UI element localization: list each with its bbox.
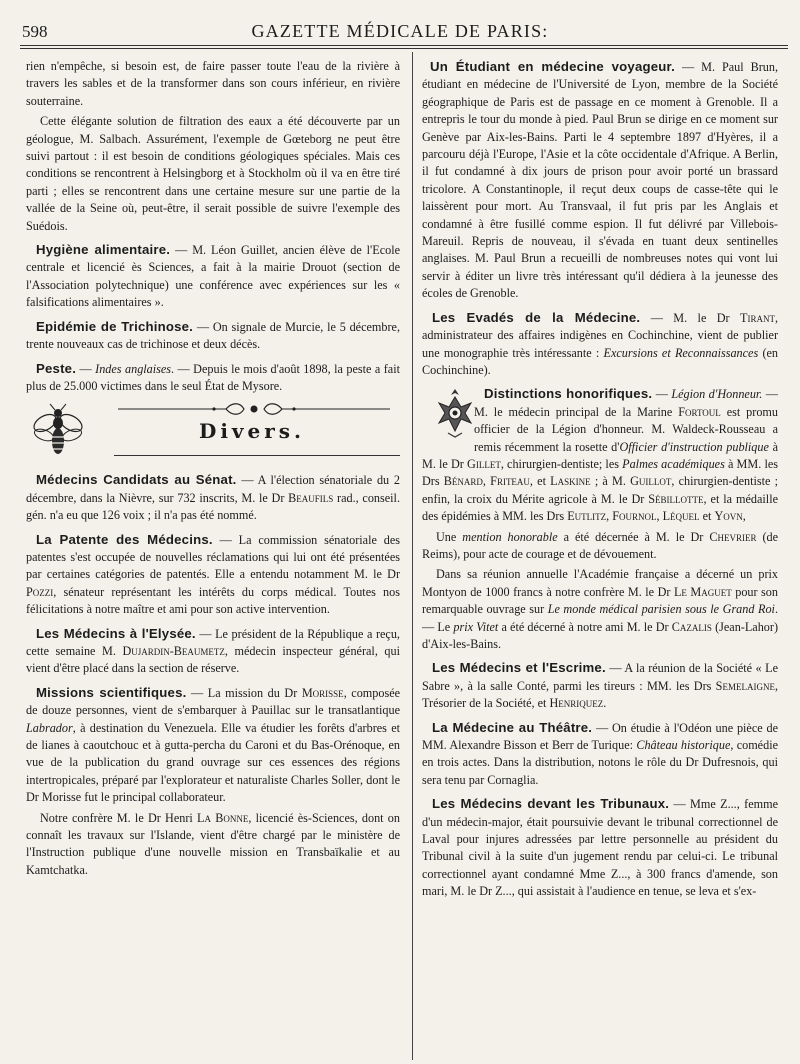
article-tribunaux	[422, 795, 778, 900]
paragraph-mention	[422, 529, 778, 564]
page-header	[0, 0, 800, 48]
paragraph-labonne	[26, 810, 400, 880]
article-text: et	[699, 509, 715, 524]
article-text: — On étudie à l'Odéon une pièce de MM. Alexandre Bisson et Berr de Turique:	[422, 720, 778, 753]
person-name: Chevrier	[709, 529, 757, 544]
book-title: Excursions et Reconnaissances	[603, 345, 759, 360]
person-name: Tirant	[740, 310, 775, 325]
article-patente	[26, 531, 400, 619]
article-heading: Médecins Candidats au Sénat.	[36, 472, 237, 488]
left-column	[26, 58, 400, 882]
article-senat	[26, 471, 400, 524]
article-text: , chirurgien-dentiste ; enfin, la croix du Mérite agricole à M. le Dr	[422, 474, 778, 506]
page-number: 598	[22, 22, 48, 41]
article-heading: Hygiène alimentaire.	[36, 242, 171, 258]
article-heading: Missions scientifiques.	[36, 684, 187, 700]
article-text: , Trésorier de la Société, et	[422, 678, 778, 711]
article-heading: La Médecine au Théâtre.	[432, 719, 593, 735]
person-name: Cazalis	[671, 619, 712, 634]
ship-name: Labrador	[26, 720, 73, 735]
paragraph: rien n'empêche, si besoin est, de faire passer toute l'eau de la rivière à travers les sables et de la transformer dans son cours inférieur, en rivière souterraine.	[26, 59, 400, 108]
book-title: Le monde médical parisien sous le Grand Roi	[547, 602, 775, 617]
article-text: — A la réunion de la Société « Le Sabre », à la salle Conté, parmi les tireurs : MM. les Drs	[422, 661, 778, 693]
article-text: .	[603, 696, 607, 711]
article-text: (Jean-Lahor) d'Aix-les-Bains.	[422, 619, 779, 651]
award-name: prix Vitet	[453, 619, 499, 634]
play-title: Château historique	[636, 738, 731, 753]
article-escrime	[422, 659, 778, 712]
article-text: — A l'élection sénatoriale du 2 décembre, dans la Nièvre, sur 732 inscrits, M. le Dr	[26, 473, 400, 505]
award-name: Officier d'instruction publique	[619, 439, 769, 454]
article-text: , à destination du Venezuela. Elle va étudier les forêts d'arbres et de lianes à caoutchouc et à gutta-percha du Caroni et du Bas-Orénoque, en vue de la publication du grand ouvrage sur ces essences des régions intertropicales, préparé par l'explorateur et naturaliste Charles Soller, dont le Dr Morisse fut le principal collaborateur.	[26, 720, 400, 805]
person-name: Eutlitz, Fournol, Léquel	[567, 509, 700, 524]
person-name: Sébillotte	[648, 491, 704, 506]
article-text: (en Cochinchine).	[422, 345, 779, 377]
award-name: mention honorable	[462, 529, 558, 544]
person-name: Dujardin-Beaumetz	[122, 643, 225, 658]
article-text: ; à M.	[590, 474, 631, 489]
article-missions	[26, 684, 400, 807]
article-text: , comédie en trois actes. Dans la distribution, notons le rôle du Dr Dufresnois, qui sera tenu par Cornaglia.	[422, 738, 778, 787]
article-etudiant	[422, 58, 778, 303]
article-text: — M. Paul Brun, étudiant en médecine de l'Université de Lyon, membre de la Société géographique de Paris est de passage en ce moment à Grenoble. Il a entrepris le tour du monde à pied. Paul Brun se dirige en ce moment sur Genève par Aix-les-Bains. Parti le 4 septembre 1897 d'Hyères, il a parcouru déjà l'Europe, l'Asie et la côte occidentale d'Afrique. A Berlin, il fut condamné à dix jours de prison pour avoir porté un brassard tricolore. A Constantinople, il reçut deux coups de casse-tête qui le laissèrent pour mort. Au Transvaal, il fut pris par les Anglais et condamné à être fusillé comme espion. Il fut délivré par Villebois-Mareuil. Repris de nouveau, il s'évada en tuant deux sentinelles anglaises. M. Paul Brun a recueilli de nombreuses notes qui vont lui servir à éditer un livre très intéressant qu'il dédiera à la jeunesse des écoles de Grenoble.	[422, 60, 778, 301]
article-text: — La commission sénatoriale des patentes s'est occupée de nouvelles réclamations qui lui ont été présentées par certaines catégories de patentés. Elle a entendu notamment M. le Dr	[26, 532, 400, 582]
article-text: — Mme Z..., femme d'un médecin-major, était poursuivie devant le tribunal correctionnel de Laval pour injures adressées par lettre personnelle au président du Tribunal civil à la suite d'un jugement rendu par celui-ci. Le tribunal correctionnel ayant condamné Mme Z..., à 300 francs d'amende, son mari, M. le Dr Z..., qui assistait à l'audience en tenue, se leva et s'ex-	[422, 797, 778, 899]
article-text: , administrateur des affaires indigènes en Cochinchine, vient de publier une monographie très intéressante :	[422, 310, 779, 360]
article-heading: Epidémie de Trichinose.	[36, 318, 194, 334]
person-name: Laskine	[550, 474, 591, 489]
article-heading: Distinctions honorifiques.	[484, 386, 653, 402]
person-name: Le Maguet	[673, 584, 732, 599]
article-text: et	[532, 474, 551, 489]
article-trichinose	[26, 318, 400, 354]
article-italic: Indes anglaises	[95, 361, 172, 376]
article-text: — La mission du Dr	[186, 685, 302, 700]
person-name: Guillot	[630, 474, 672, 489]
article-text: pour son remarquable ouvrage sur	[422, 584, 778, 617]
person-name: La Bonne	[197, 810, 249, 825]
article-text: est promu officier de la Légion d'honneur. M. Waldeck-Rousseau a remis récemment la rosette d'	[474, 404, 778, 454]
article-heading: La Patente des Médecins.	[36, 531, 213, 547]
person-name: Henriquez	[549, 696, 604, 711]
dash: —	[76, 361, 96, 376]
article-heading: Les Médecins et l'Escrime.	[432, 660, 606, 676]
person-name: Morisse	[301, 685, 344, 700]
award-name: Légion d'Honneur.	[671, 387, 763, 402]
person-name: Bénard, Friteau,	[443, 474, 533, 489]
article-text: — On signale de Murcie, le 5 décembre, trente nouveaux cas de trichinose et deux décès.	[26, 319, 400, 352]
article-text: a été décerné à notre ami M. le Dr	[498, 619, 672, 634]
article-text: , et la médaille des épidémies à MM. les Drs	[422, 491, 778, 524]
article-text: , composée de douze personnes, vient de s'embarquer à Pauillac sur le transatlantique	[26, 685, 401, 718]
article-text: — M. le Dr	[640, 310, 741, 325]
article-text: Une	[436, 529, 463, 544]
person-name: Yovn	[714, 509, 743, 524]
right-column	[422, 58, 778, 904]
header-rule	[20, 45, 788, 46]
person-name: Semelaigne	[715, 678, 775, 693]
person-name: Fortoul	[678, 404, 721, 419]
article-text: , licencié ès-Sciences, dont on connaît les travaux sur l'Islande, vient d'être chargé par le ministère de l'Instruction publique d'une nouvelle mission en Transbaïkalie et au Kamtchatka.	[26, 810, 400, 877]
header-rule-second	[20, 48, 788, 49]
article-text: Notre confrère M. le Dr Henri	[40, 810, 198, 825]
article-text: (de Reims), pour acte de courage et de dévouement.	[422, 529, 779, 561]
article-text: , médecin inspecteur général, qui vient d'être placé dans la section de réserve.	[26, 643, 400, 676]
article-text: . — Depuis le mois d'août 1898, la peste a fait plus de 25.000 victimes dans le seul État de Mysore.	[26, 361, 400, 393]
article-text: — Le président de la République a reçu, cette semaine M.	[26, 626, 400, 658]
article-elysee	[26, 625, 400, 678]
article-text: a été décernée à M. le Dr	[557, 529, 710, 544]
article-evades	[422, 309, 778, 380]
section-rule	[114, 455, 400, 456]
article-text: à MM. les Drs	[422, 456, 778, 489]
article-text: rad., conseil. gén. n'a eu que 126 voix ; il n'a pas été nommé.	[26, 490, 400, 523]
person-name: Beaufils	[288, 490, 334, 505]
article-text: , sénateur représentant les intérêts du corps médical. Toutes nos félicitations à notre maître et ami pour son active intervention.	[26, 584, 400, 617]
paragraph: Cette élégante solution de filtration des eaux a été découverte par un géologue, M. Salbach. Assurément, l'exemple de Gœteborg ne peut être suivi partout : il est besoin de conditions géologiques spéciales. Mais ces conditions se rencontrent à Helsingborg et à Stockholm où il va en être tiré parti ; elles se rencontrent dans une certaine mesure sur une partie de la vallée de la Seine où, peut-être, il serait possible de suivre l'exemple des Suédois.	[26, 114, 400, 233]
article-text: . — Le	[422, 602, 778, 634]
award-name: Palmes académiques	[622, 456, 725, 471]
article-text: — M. le médecin principal de la Marine	[474, 387, 778, 419]
section-title: Divers.	[198, 419, 306, 444]
article-peste	[26, 360, 400, 396]
article-text: ,	[742, 509, 746, 524]
article-heading: Les Médecins devant les Tribunaux.	[432, 796, 670, 812]
article-heading: Les Médecins à l'Elysée.	[36, 625, 196, 641]
divers-section-header	[26, 401, 400, 465]
article-text: Dans sa réunion annuelle l'Académie française a décerné un prix Montyon de 1000 francs à notre confrère M. le Dr	[422, 567, 778, 599]
paragraph-academie	[422, 566, 778, 653]
article-text: , chirurgien-dentiste; les	[500, 456, 623, 471]
dash: —	[652, 387, 672, 402]
article-text: à M. le Dr	[422, 439, 778, 471]
column-divider	[412, 52, 413, 1060]
bee-emblem-icon	[30, 403, 86, 459]
legion-honneur-cross-icon	[422, 387, 468, 439]
person-name: Pozzi	[26, 584, 54, 599]
ornament-flourish-icon	[114, 401, 394, 417]
article-heading: Les Evadés de la Médecine.	[432, 309, 641, 325]
article-theatre	[422, 719, 778, 790]
person-name: Gillet	[467, 456, 501, 471]
article-hygiene	[26, 241, 400, 312]
article-heading: Peste.	[36, 360, 77, 376]
journal-title: GAZETTE MÉDICALE DE PARIS:	[251, 21, 549, 41]
article-distinctions	[422, 385, 778, 525]
article-text: — M. Léon Guillet, ancien élève de l'Ecole centrale et licencié ès Sciences, a fait à la mairie Drouot (section de l'Association polytechnique) une conférence avec expériences sur les « falsifications alimentaires ».	[26, 243, 400, 310]
article-heading: Un Étudiant en médecine voyageur.	[430, 59, 676, 74]
